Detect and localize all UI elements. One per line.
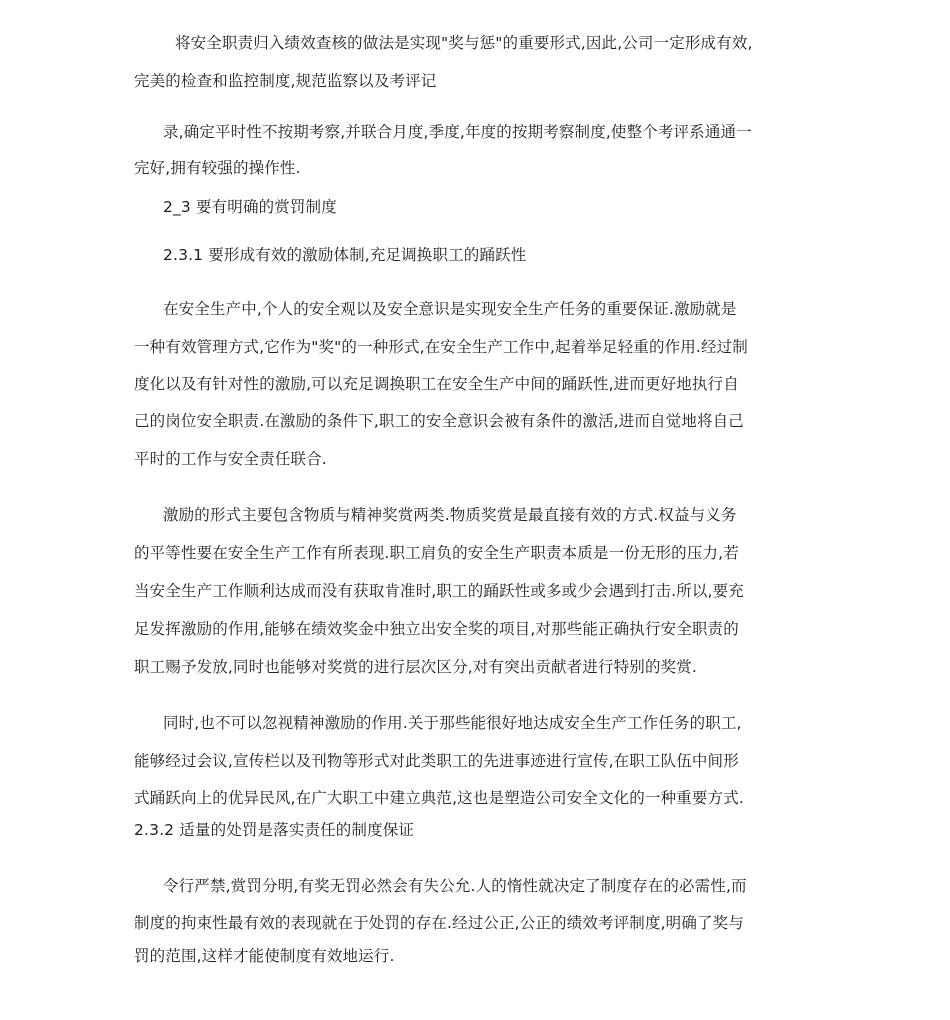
paragraph-3-line-5: 平时的工作与安全责任联合. (134, 450, 327, 468)
paragraph-3-line-4: 己的岗位安全职责.在激励的条件下,职工的安全意识会被有条件的激活,进而自觉地将自己 (134, 412, 744, 430)
heading-2-3: 2_3 要有明确的赏罚制度 (163, 198, 337, 216)
paragraph-4-line-5: 职工赐予发放,同时也能够对奖赏的进行层次区分,对有突出贡献者进行特别的奖赏. (134, 658, 697, 676)
heading-2-3-1: 2.3.1 要形成有效的激励体制,充足调换职工的踊跃性 (163, 246, 527, 264)
paragraph-3-line-2: 一种有效管理方式,它作为"奖"的一种形式,在安全生产工作中,起着举足轻重的作用.经过制 (134, 338, 748, 356)
paragraph-2-line-1: 录,确定平时性不按期考察,并联合月度,季度,年度的按期考察制度,使整个考评系通通一 (163, 123, 752, 141)
paragraph-5-line-2: 能够经过会议,宣传栏以及刊物等形式对此类职工的先进事迹进行宣传,在职工队伍中间形 (134, 752, 739, 770)
paragraph-1-line-2: 完美的检查和监控制度,规范监察以及考评记 (134, 72, 437, 90)
paragraph-6-line-2: 制度的拘束性最有效的表现就在于处罚的存在.经过公正,公正的绩效考评制度,明确了奖与 (134, 914, 744, 932)
heading-2-3-2: 2.3.2 适量的处罚是落实责任的制度保证 (134, 821, 415, 839)
paragraph-1-line-1: 将安全职责归入绩效查核的做法是实现"奖与惩"的重要形式,因此,公司一定形成有效, (175, 34, 753, 52)
paragraph-4-line-3: 当安全生产工作顺利达成而没有获取肯准时,职工的踊跃性或多或少会遇到打击.所以,要充 (134, 582, 744, 600)
paragraph-4-line-2: 的平等性要在安全生产工作有所表现.职工肩负的安全生产职责本质是一份无形的压力,若 (134, 544, 739, 562)
paragraph-4-line-1: 激励的形式主要包含物质与精神奖赏两类.物质奖赏是最直接有效的方式.权益与义务 (163, 506, 737, 524)
paragraph-4-line-4: 足发挥激励的作用,能够在绩效奖金中独立出安全奖的项目,对那些能正确执行安全职责的 (134, 620, 739, 638)
paragraph-6-line-1: 令行严禁,赏罚分明,有奖无罚必然会有失公允.人的惰性就决定了制度存在的必需性,而 (163, 877, 747, 895)
paragraph-3-line-3: 度化以及有针对性的激励,可以充足调换职工在安全生产中间的踊跃性,进而更好地执行自 (134, 375, 739, 393)
paragraph-3-line-1: 在安全生产中,个人的安全观以及安全意识是实现安全生产任务的重要保证.激励就是 (163, 300, 737, 318)
paragraph-5-line-1: 同时,也不可以忽视精神激励的作用.关于那些能很好地达成安全生产工作任务的职工, (163, 714, 742, 732)
paragraph-5-line-3: 式踊跃向上的优异民风,在广大职工中建立典范,这也是塑造公司安全文化的一种重要方式. (134, 789, 744, 807)
paragraph-6-line-3: 罚的范围,这样才能使制度有效地运行. (134, 947, 395, 965)
paragraph-2-line-2: 完好,拥有较强的操作性. (134, 159, 301, 177)
